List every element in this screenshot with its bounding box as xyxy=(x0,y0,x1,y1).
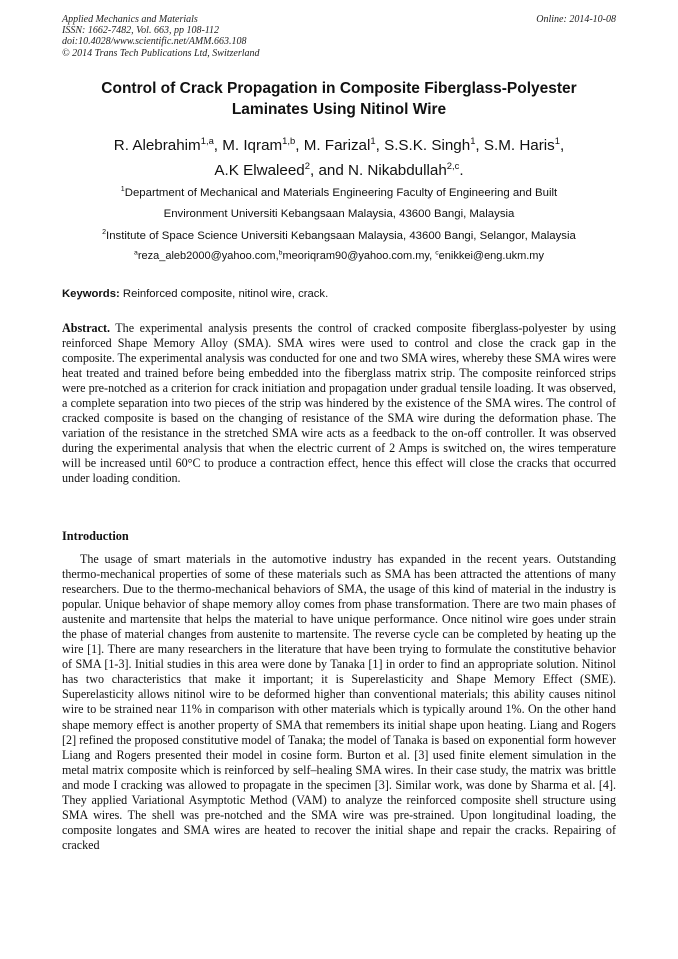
introduction-paragraph: The usage of smart materials in the automotive industry has expanded in the recent years. Outstanding thermo-mechanical properties of some of these materials such as SMA has been attracted the attentions of many researchers. Due to the thermo-mechanical behaviors of SMA, the usage of this kind of material in the industry is popular. Unique behavior of shape memory alloy comes from phase transformation. There are two main phases of austenite and martensite that helps the material to have unique performance. Once nitinol wire goes under strain the phase of material changes from austenite to martensite. The reverse cycle can be completed by heating up the wire [1]. There are many researchers in the literature that have been trying to formulate the constitutive behavior of SMA [1-3]. Initial studies in this area were done by Tanaka [1] in order to find an appropriate solution. Nitinol has two characteristics that make it important; it is Superelasticity and Shape Memory Effect (SME). Superelasticity allows nitinol wire to be deformed higher than conventional materials; this ability causes nitinol wire to be strained near 11% in comparison with other materials which is typically around 1%. On the other hand shape memory effect is another property of SMA that remembers its initial shape upon heating. Liang and Rogers [2] refined the proposed constitutive model of Tanaka; the model of Tanaka is based on exponential form however Liang and Rogers presented their model in cosine form. Burton et al. [3] used finite element simulation in the metal matrix composite which is reinforced by self–healing SMA wires. In their case study, the matrix was brittle and mode I cracking was allowed to propagate in the specimen [3]. Similar work, was done by Sharma et al. [4]. They applied Variational Asymptotic Method (VAM) to analyze the reinforced composite shell structure using SMA wires. The shell was pre-notched and the SMA wire was pre-strained. Upon longitudinal loading, the composite longates and SMA wires are heated to recover the initial shape and repair the cracks. Repairing of cracked xyxy=(62,552,616,852)
author-name: S.S.K. Singh xyxy=(384,137,471,154)
author-separator: , xyxy=(560,137,565,154)
author-separator: , xyxy=(295,137,304,154)
author-name: M. Farizal xyxy=(303,137,371,154)
affiliation-2 xyxy=(62,226,616,247)
author-sup: 1 xyxy=(554,134,560,146)
author-list xyxy=(62,133,616,183)
affiliation-text: Institute of Space Science Universiti Kebangsaan Malaysia, 43600 Bangi, Selangor, Malaysia xyxy=(106,230,576,242)
abstract-text: The experimental analysis presents the control of cracked composite fiberglass-polyester by using reinforced Shape Memory Alloy (SMA). SMA wires were used to control and close the crack gap in the composite. The experimental analysis was conducted for one and two SMA wires, whereby these SMA wires were heat treated and trained before being embedded into the fiberglass matrix strip. The composite reinforced strips were pre-notched as a criterion for crack initiation and propagation under gradual tensile loading. It was observed, a complete separation into two pieces of the strip was hindered by the existence of the SMA wires. The control of cracked composite is based on the changing of resistance of the SMA wire during the deformation phase. The variation of the resistance in the stretched SMA wire acts as a feedback to the on-off controller. It was observed during the experimental analysis that when the electric current of 2 Amps is switched on, the wires temperature will be increased until 60°C to produce a contraction effect, hence this effect will close the cracks that occurred under loading condition. xyxy=(62,321,616,486)
online-date: Online: 2014-10-08 xyxy=(536,14,616,25)
paper-title xyxy=(62,79,616,120)
email-address: reza_aleb2000@yahoo.com xyxy=(137,250,276,262)
introduction-heading: Introduction xyxy=(62,529,129,543)
author-name: S.M. Haris xyxy=(483,137,555,154)
author-line-2 xyxy=(62,158,616,183)
author-separator: , xyxy=(475,137,484,154)
author-separator: , xyxy=(375,137,385,154)
author-and: , and xyxy=(310,162,348,179)
author-name: A.K Elwaleed xyxy=(214,162,305,179)
author-name: M. Iqram xyxy=(222,137,283,154)
author-sup: 1 xyxy=(370,134,376,146)
copyright-line: © 2014 Trans Tech Publications Ltd, Switzerland xyxy=(62,47,260,59)
email-sup: b xyxy=(278,249,283,257)
affiliation-text: Department of Mechanical and Materials Engineering Faculty of Engineering and Built xyxy=(124,187,558,199)
author-sup: 1 xyxy=(470,134,476,146)
email-address: enikkei@eng.ukm.my xyxy=(438,250,544,262)
email-separator: , xyxy=(275,250,279,262)
keywords-text: Reinforced composite, nitinol wire, crack. xyxy=(119,288,329,300)
author-separator: , xyxy=(213,137,223,154)
author-end: . xyxy=(459,162,464,179)
doi-line: doi:10.4028/www.scientific.net/AMM.663.108 xyxy=(62,36,247,48)
affiliation-1 xyxy=(62,183,616,225)
issn-line: ISSN: 1662-7482, Vol. 663, pp 108-112 xyxy=(62,25,220,37)
journal-name: Applied Mechanics and Materials xyxy=(62,14,198,25)
email-sup: a xyxy=(134,249,138,257)
author-line-1 xyxy=(62,133,616,158)
author-sup: 1,a xyxy=(200,134,214,146)
author-sup: 2,c xyxy=(446,159,460,171)
email-separator: , xyxy=(429,250,433,262)
keywords-label: Keywords: xyxy=(62,288,120,300)
affiliation-1-line-1 xyxy=(62,183,616,204)
email-list xyxy=(62,248,616,265)
title-line-2: Laminates Using Nitinol Wire xyxy=(231,100,447,118)
keywords xyxy=(62,286,616,302)
author-sup: 1,b xyxy=(282,134,296,146)
email-sup: c xyxy=(435,249,439,257)
author-name: R. Alebrahim xyxy=(113,137,201,154)
abstract xyxy=(62,321,616,487)
affiliation-sup: 2 xyxy=(102,229,107,237)
title-line-1: Control of Crack Propagation in Composite Fiberglass-Polyester xyxy=(101,80,577,97)
author-name: N. Nikabdullah xyxy=(348,162,447,179)
journal-header xyxy=(62,14,616,59)
affiliation-1-line-2: Environment Universiti Kebangsaan Malaysia, 43600 Bangi, Malaysia xyxy=(163,208,515,220)
author-sup: 2 xyxy=(304,159,310,171)
affiliation-sup: 1 xyxy=(120,186,125,194)
email-address: meoriqram90@yahoo.com.my xyxy=(282,250,430,262)
abstract-label: Abstract. xyxy=(62,321,111,335)
